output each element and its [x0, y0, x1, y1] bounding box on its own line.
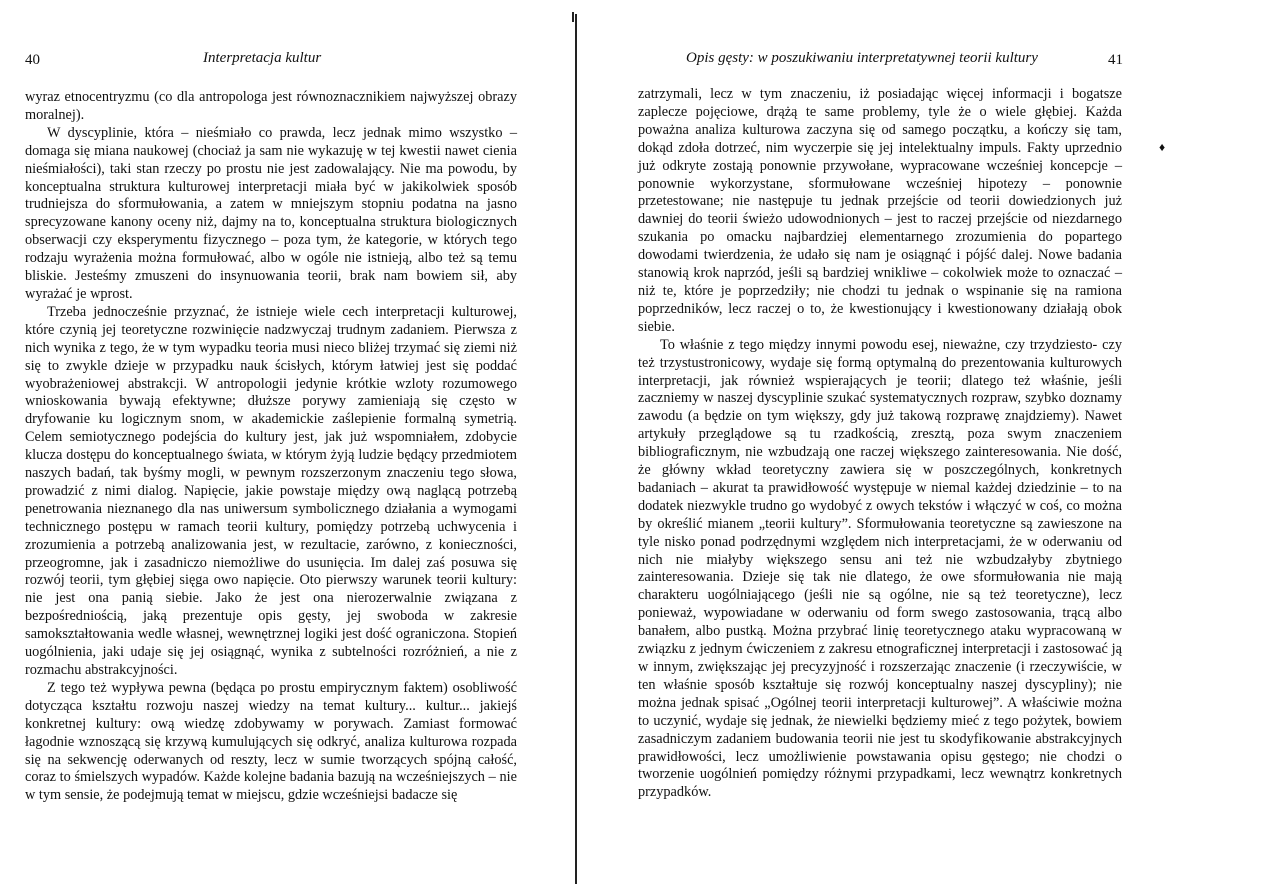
paragraph: wyraz etnocentryzmu (co dla antropologa jest równoznacznikiem najwyższej obrazy moralnej).: [25, 89, 517, 123]
right-page: [578, 0, 1262, 894]
page-gutter: [575, 14, 577, 884]
running-head: Opis gęsty: w poszukiwaniu interpretatywnej teorii kultury: [686, 50, 1038, 66]
running-head: Interpretacja kultur: [203, 50, 322, 66]
paragraph: zatrzymali, lecz w tym znaczeniu, iż posiadając więcej informacji i bogatsze zaplecze pojęciowe, drążą te same problemy, tyle że o wiele głębiej. Każda poważna analiza kulturowa zaczyna się od samego początku, a kończy się tam, dokąd zdoła dotrzeć, nim wyczerpie się jej intelektualny impuls. Fakty uprzednio już odkryte zostają ponownie przywołane, wypracowane wcześniej koncepcje – ponownie wykorzystane, sformułowane wcześniej hipotezy – ponownie przetestowane; nie następuje tu jednak przejście od teorii dowiedzionych już dawniej do teorii świeżo udowodnionych – jest to raczej przejście od niezdarnego szukania po omacku najbardziej elementarnego zrozumienia do popartego dowodami twierdzenia, że udało się nam je osiągnąć i pójść dalej. Nowe badania stanowią krok naprzód, jeśli są bardziej wnikliwe – cokolwiek może to oznaczać – niż te, które je poprzedziły; nie chodzi tu jednak o wspinanie się na ramiona poprzedników, lecz raczej o to, że kwestionujący i kwestionowany działają obok siebie.: [638, 86, 1122, 335]
paragraph: W dyscyplinie, która – nieśmiało co prawda, lecz jednak mimo wszystko – domaga się miana naukowej (chociaż ja sam nie wykazuję w tej kwestii nawet cienia nieśmiałości), taki stan rzeczy po prostu nie jest zadowalający. Nie ma powodu, by konceptualna struktura kulturowej interpretacji miała być w jakikolwiek sposób trudniejsza do sformułowania, a zatem w mniejszym stopniu podatna na jasno sprecyzowane kanony oceny niż, dajmy na to, konceptualna struktura biologicznych obserwacji czy eksperymentu fizycznego – poza tym, że kategorie, w których tego rodzaju wyrażenia można formułować, albo w ogóle nie istnieją, albo też są temu bliskie. Jesteśmy zmuszeni do insynuowania teorii, brak nam bowiem sił, aby wyrażać je wprost.: [25, 124, 517, 302]
page-number: 40: [25, 52, 40, 68]
margin-bullet-icon: ♦: [1159, 140, 1166, 154]
paragraph: Trzeba jednocześnie przyznać, że istnieje wiele cech interpretacji kulturowej, które czynią jej teoretyczne rozwinięcie nadzwyczaj trudnym zadaniem. Pierwsza z nich wynika z tego, że w tym wypadku teoria musi nieco bliżej trzymać się ziemi niż się to zwykle dzieje w przypadku nauk ścisłych, którym łatwiej jest się poddać wyobrażeniowej abstrakcji. W antropologii jedynie krótkie wzloty rozumowego wnioskowania bywają efektywne; dłuższe porywy zamieniają się często w dryfowanie ku logicznym snom, w akademickie zaślepienie formalną symetrią. Celem semiotycznego podejścia do kultury jest, jak już wspomniałem, zdobycie klucza dostępu do konceptualnego świata, w którym żyją ludzie będący przedmiotem naszych badań, tak byśmy mogli, w pewnym rozszerzonym znaczeniu tego słowa, prowadzić z nimi dialog. Napięcie, jakie powstaje między ową naglącą potrzebą penetrowania nieznanego dla nas uniwersum symbolicznego działania a wymogami technicznego postępu w ramach teorii kultury, pomiędzy potrzebą uchwycenia i zrozumienia a potrzebą analizowania jest, w rezultacie, zarówno, z konieczności, przeogromne, jak i zasadniczo niemożliwe do usunięcia. Im dalej zaś posuwa się rozwój teorii, tym głębiej sięga owo napięcie. Oto pierwszy warunek teorii kultury: nie jest ona panią siebie. Jako że jest ona nierozerwalnie związana z bezpośredniością, jaką prezentuje opis gęsty, jej swoboda w zakresie samokształtowania wedle własnej, wewnętrznej logiki jest dość ograniczona. Stopień uogólnienia, jaki udaje się jej osiągnąć, wynika z subtelności rozróżnień, a nie z rozmachu abstrakcyjności.: [25, 303, 517, 678]
left-page: [0, 0, 578, 894]
paragraph: Z tego też wypływa pewna (będąca po prostu empirycznym faktem) osobliwość dotycząca kształtu rozwoju naszej wiedzy na temat kultury... kultur... jakiejś konkretnej kultury: ową wiedzę zdobywamy w porywach. Zamiast formować łagodnie wznoszącą się krzywą kumulujących się odkryć, analiza kulturowa rozpada się na sekwencję oderwanych od reszty, lecz w sumie tworzących spójną całość, coraz to śmielszych wypadów. Każde kolejne badania bazują na wcześniejszych – nie w tym sensie, że podejmują temat w miejscu, gdzie wcześniejsi badacze się: [25, 679, 517, 804]
body-text: [638, 86, 1122, 802]
paragraph: To właśnie z tego między innymi powodu esej, nieważne, czy trzydziesto- czy też trzystustronicowy, wydaje się formą optymalną do prezentowania kulturowych interpretacji, jak również wspierających je teorii; dlatego też właśnie, jeśli zaczniemy w naszej dyscyplinie szukać systematycznych rozpraw, szybko doznamy zawodu (a będzie on tym większy, gdy już takową rozprawę znajdziemy). Nawet artykuły przeglądowe są tu rzadkością, zresztą, poza swym znaczeniem bibliograficznym, nie wzbudzają one raczej większego zainteresowania. Nie dość, że główny wkład teoretyczny zawiera się w poszczególnych, konkretnych badaniach – akurat ta prawidłowość występuje w niemal każdej dziedzinie – to na dodatek niezwykle trudno go wydobyć z owych tekstów i włączyć w coś, co można by określić mianem „teorii kultury”. Sformułowania teoretyczne są zawieszone na tyle nisko ponad podrzędnymi względem nich interpretacjami, że w oderwaniu od nich nie miałyby większego sensu ani też nie wzbudzałyby zbytniego zainteresowania. Dzieje się tak nie dlatego, że owe sformułowania nie mają charakteru uogólniającego (jeśli nie są ogólne, nie są też teoretyczne), lecz ponieważ, wypowiadane w oderwaniu od form swego zastosowania, trącą albo banałem, albo pustką. Można przybrać linię teoretycznego ataku wypracowaną w związku z jednym ćwiczeniem z zakresu etnograficznej interpretacji i zastosować ją w innym, zwiększając jej precyzyjność i rozszerzając znaczenie (i rzeczywiście, w ten właśnie sposób kształtuje się rozwój konceptualny naszej dyscypliny); nie można jednak spisać „Ogólnej teorii interpretacji kulturowej”. A właściwie można to uczynić, wydaje się jednak, że niewielki będziemy mieć z tego pożytek, bowiem zasadniczym zadaniem budowania teorii nie jest tu skodyfikowanie abstrakcyjnych prawidłowości, lecz umożliwienie powstawania opisu gęstego; nie chodzi o tworzenie uogólnień pomiędzy różnymi przypadkami, lecz wewnątrz konkretnych przypadków.: [638, 336, 1122, 801]
page-number: 41: [1108, 52, 1123, 68]
body-text: [25, 89, 517, 805]
